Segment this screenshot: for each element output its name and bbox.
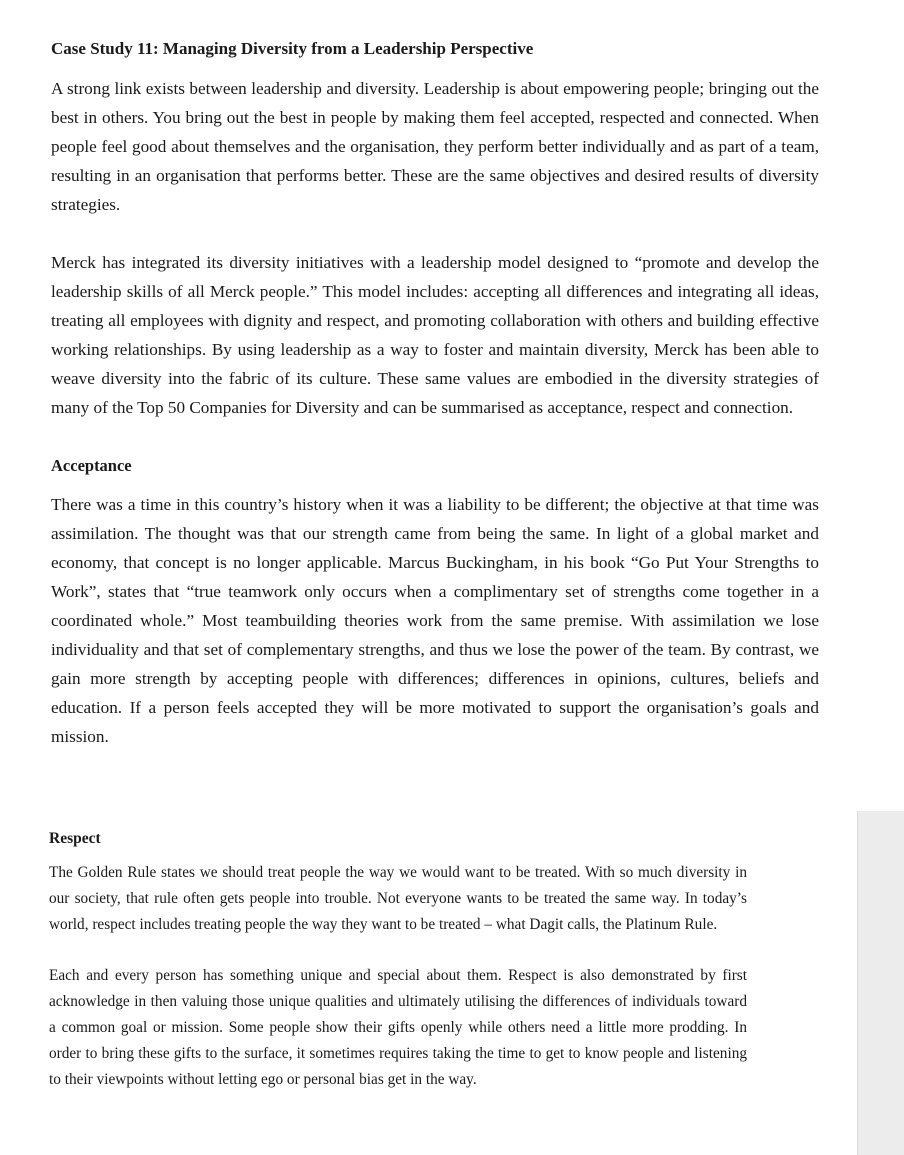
intro-paragraph-1: A strong link exists between leadership and diversity. Leadership is about empowering people; bringing out the best in others. You bring out the best in people by making them feel accepted, respected and connected. When people feel good about themselves and the organisation, they perform better individually and as part of a team, resulting in an organisation that performs better. These are the same objectives and desired results of diversity strategies. — [51, 79, 819, 214]
acceptance-heading: Acceptance — [51, 456, 132, 475]
respect-paragraph-2: Each and every person has something unique and special about them. Respect is also demonstrated by first acknowledge in then valuing those unique qualities and ultimately utilising the differences of individuals toward a common goal or mission. Some people show their gifts openly while others need a little more prodding. In order to bring these gifts to the surface, it sometimes requires taking the time to get to know people and listening to their viewpoints without letting ego or personal bias get in the way. — [49, 967, 747, 1088]
respect-paragraph-1: The Golden Rule states we should treat people the way we would want to be treated. With so much diversity in our society, that rule often gets people into trouble. Not everyone wants to be treated the same way. In today’s world, respect includes treating people the way they want to be treated – what Dagit calls, the Platinum Rule. — [49, 864, 747, 933]
respect-section — [49, 826, 747, 1118]
page-title: Case Study 11: Managing Diversity from a Leadership Perspective — [51, 39, 534, 58]
intro-and-acceptance-section — [51, 74, 819, 780]
respect-heading: Respect — [49, 830, 101, 847]
intro-paragraph-2: Merck has integrated its diversity initiatives with a leadership model designed to “promote and develop the leadership skills of all Merck people.” This model includes: accepting all differences and integrating all ideas, treating all employees with dignity and respect, and promoting collaboration with others and building effective working relationships. By using leadership as a way to foster and maintain diversity, Merck has been able to weave diversity into the fabric of its culture. These same values are embodied in the diversity strategies of many of the Top 50 Companies for Diversity and can be summarised as acceptance, respect and connection. — [51, 253, 819, 417]
acceptance-paragraph: There was a time in this country’s history when it was a liability to be different; the objective at that time was assimilation. The thought was that our strength came from being the same. In light of a global market and economy, that concept is no longer applicable. Marcus Buckingham, in his book “Go Put Your Strengths to Work”, states that “true teamwork only occurs when a complimentary set of strengths come together in a coordinated whole.” Most teambuilding theories work from the same premise. With assimilation we lose individuality and that set of complementary strengths, and thus we lose the power of the team. By contrast, we gain more strength by accepting people with differences; differences in opinions, cultures, beliefs and education. If a person feels accepted they will be more motivated to support the organisation’s goals and mission. — [51, 495, 819, 746]
side-panel — [857, 811, 904, 1155]
